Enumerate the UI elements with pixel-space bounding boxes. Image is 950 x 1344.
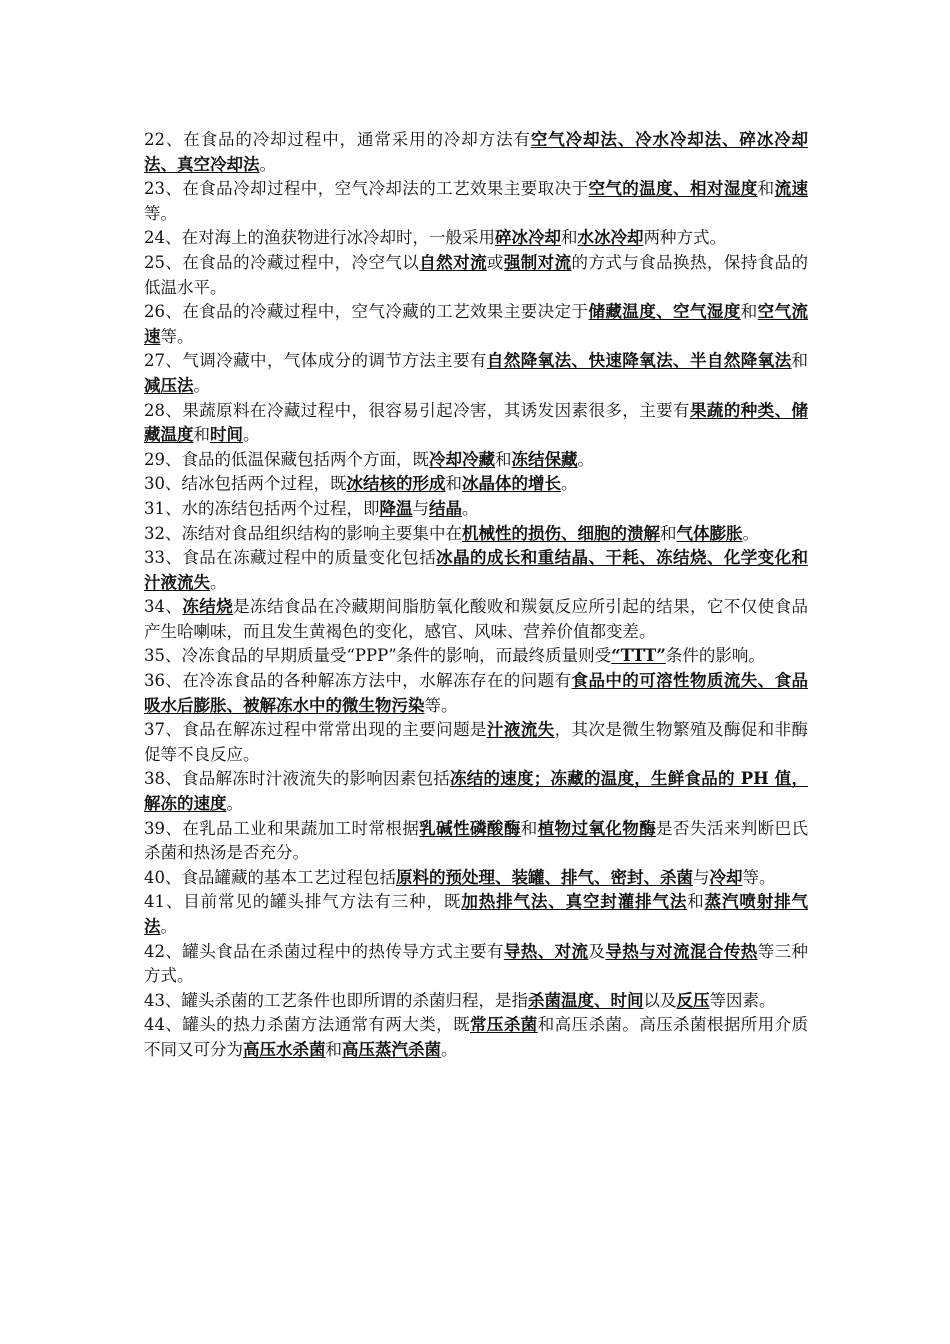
answer-text: 水冰冷却: [577, 228, 644, 248]
question-item: [144, 226, 808, 251]
question-text: 。: [577, 449, 594, 469]
answer-text: 强制对流: [503, 252, 572, 272]
question-text: 29、食品的低温保藏包括两个方面，既: [144, 449, 429, 469]
answer-text: 气体膨胀: [676, 523, 743, 543]
question-text: 40、食品罐藏的基本工艺过程包括: [144, 867, 396, 887]
answer-text: 乳碱性磷酸酶: [419, 818, 521, 838]
question-text: 等。: [160, 326, 194, 346]
question-text: 和: [791, 351, 809, 371]
question-text: 43、罐头杀菌的工艺条件也即所谓的杀菌归程，是指: [144, 990, 528, 1010]
question-text: 等。: [144, 203, 177, 223]
answer-text: 加热排气法、真空封灌排气法: [461, 892, 688, 912]
question-text: 。: [259, 154, 276, 174]
answer-text: 结晶: [429, 498, 462, 518]
answer-text: 食品中的可溶性物质流失、食品吸水后膨胀、被解冻水中的微生物污染: [144, 671, 809, 715]
answer-text: 时间: [210, 425, 243, 445]
question-text: 等。: [424, 695, 458, 715]
question-text: 和: [325, 1039, 342, 1059]
answer-text: 冰晶体的增长: [462, 474, 561, 494]
question-item: [144, 595, 808, 644]
question-text: 25、在食品的冷藏过程中，冷空气以: [144, 252, 420, 272]
question-text: 。: [226, 794, 243, 814]
answer-text: 冰结核的形成: [346, 474, 446, 494]
question-text: 。: [441, 1039, 458, 1059]
answer-text: 高压水杀菌: [243, 1039, 326, 1059]
answer-text: 杀菌温度、时间: [528, 990, 644, 1010]
answer-text: “TTT”: [611, 646, 666, 666]
question-text: 以及: [643, 990, 677, 1010]
question-item: [144, 300, 808, 349]
question-text: 和: [193, 425, 210, 445]
document-page: [144, 128, 808, 1063]
question-item: [144, 399, 808, 448]
answer-text: 自然对流: [419, 252, 487, 272]
question-text: 37、食品在解冻过程中常常出现的主要问题是: [144, 720, 487, 740]
answer-text: 果蔬的种类、储藏温度: [144, 400, 809, 445]
answer-text: 高压蒸汽杀菌: [342, 1039, 441, 1059]
answer-text: 常压杀菌: [470, 1015, 538, 1035]
answer-text: 降温: [379, 498, 413, 518]
question-text: 和: [757, 179, 775, 199]
answer-text: 冻结保藏: [511, 449, 578, 469]
question-text: 和: [520, 818, 538, 838]
question-text: 两种方式。: [643, 228, 726, 248]
question-item: [144, 251, 808, 300]
question-item: [144, 940, 808, 989]
question-item: [144, 866, 808, 891]
answer-text: 冷却冷藏: [429, 449, 495, 469]
answer-text: 原料的预处理、装罐、排气、密封、杀菌: [396, 867, 693, 887]
question-item: [144, 718, 808, 767]
question-item: [144, 767, 808, 816]
answer-text: 冻结烧: [182, 597, 234, 617]
question-text: 。: [462, 498, 479, 518]
question-item: [144, 349, 808, 398]
question-item: [144, 546, 808, 595]
question-text: 23、在食品冷却过程中，空气冷却法的工艺效果主要取决于: [144, 179, 589, 199]
answer-text: 冷却: [709, 867, 743, 887]
question-text: 27、气调冷藏中，气体成分的调节方法主要有: [144, 351, 487, 371]
answer-text: 反压: [676, 990, 710, 1010]
question-text: 和: [445, 474, 462, 494]
answer-text: 空气冷却法、冷水冷却法、碎冰冷却法、真空冷却法: [144, 130, 809, 174]
question-text: 31、水的冻结包括两个过程，即: [144, 498, 380, 518]
answer-text: 流速: [774, 179, 809, 199]
question-text: 34、: [144, 597, 183, 617]
question-text: 等因素。: [709, 990, 776, 1010]
question-text: 32、冻结对食品组织结构的影响主要集中在: [144, 523, 462, 543]
question-item: [144, 989, 808, 1014]
answer-text: 蒸汽喷射排气法: [144, 892, 809, 936]
question-text: 30、结冰包括两个过程，既: [144, 474, 347, 494]
question-text: 。: [210, 572, 227, 592]
question-item: [144, 472, 808, 497]
answer-text: 冻结的速度；冻藏的温度，生鲜食品的 PH 值，解冻的速度: [144, 769, 808, 814]
question-text: 28、果蔬原料在冷藏过程中，很容易引起冷害，其诱发因素很多，主要有: [144, 400, 690, 420]
question-text: 和: [740, 302, 758, 322]
answer-text: 碎冰冷却: [495, 228, 561, 248]
question-text: 。: [742, 523, 759, 543]
answer-text: 空气流速: [144, 302, 809, 346]
question-text: 和高压杀菌。高压杀菌根据所用介质不同又可分为: [144, 1015, 809, 1059]
question-text: 35、冷冻食品的早期质量受“PPP”条件的影响，而最终质量则受: [144, 646, 612, 666]
question-text: 与: [693, 867, 710, 887]
question-text: 。: [193, 375, 210, 395]
question-text: 。: [160, 917, 177, 936]
question-text: 与: [412, 498, 429, 518]
question-text: 。: [561, 474, 578, 494]
question-item: [144, 644, 808, 669]
question-text: 及: [588, 941, 606, 961]
question-item: [144, 669, 808, 718]
question-text: 33、食品在冻藏过程中的质量变化包括: [144, 548, 437, 568]
question-text: 条件的影响。: [665, 646, 765, 666]
question-text: 和: [660, 523, 677, 543]
answer-text: 冰晶的成长和重结晶、干耗、冻结烧、化学变化和汁液流失: [144, 548, 808, 592]
question-text: 等。: [742, 867, 776, 887]
question-item: [144, 1013, 808, 1062]
question-text: 或: [486, 252, 504, 272]
answer-text: 植物过氧化物酶: [537, 818, 657, 838]
question-text: 36、在冷冻食品的各种解冻方法中，水解冻存在的问题有: [144, 671, 572, 691]
question-text: 22、在食品的冷却过程中，通常采用的冷却方法有: [144, 130, 531, 149]
question-text: 和: [561, 228, 578, 248]
question-text: 和: [687, 892, 705, 912]
question-item: [144, 128, 808, 177]
answer-text: 储藏温度、空气湿度: [588, 302, 741, 322]
question-text: 的方式与食品换热，保持食品的低温水平。: [144, 252, 809, 297]
question-item: [144, 497, 808, 522]
question-text: 等三种方式。: [144, 941, 809, 986]
question-text: 24、在对海上的渔获物进行冰冷却时，一般采用: [144, 228, 495, 248]
question-text: 39、在乳品工业和果蔬加工时常根据: [144, 818, 420, 838]
question-item: [144, 177, 808, 226]
answer-text: 汁液流失: [486, 720, 555, 740]
answer-text: 自然降氧法、快速降氧法、半自然降氧法: [486, 351, 792, 371]
question-item: [144, 448, 808, 473]
question-text: 42、罐头食品在杀菌过程中的热传导方式主要有: [144, 941, 504, 961]
answer-text: 减压法: [144, 375, 194, 395]
answer-text: 空气的温度、相对湿度: [588, 179, 758, 199]
question-text: 44、罐头的热力杀菌方法通常有两大类，既: [144, 1015, 470, 1035]
answer-text: 导热、对流: [503, 941, 589, 961]
question-text: 26、在食品的冷藏过程中，空气冷藏的工艺效果主要决定于: [144, 302, 589, 322]
question-text: 是冻结食品在冷藏期间脂肪氧化酸败和羰氨反应所引起的结果，它不仅使食品产生哈喇味，而且发生黄褐色的变化，感官、风味、营养价值都变差。: [144, 597, 809, 641]
question-text: 和: [495, 449, 512, 469]
question-text: 38、食品解冻时汁液流失的影响因素包括: [144, 769, 450, 789]
question-text: 。: [243, 425, 260, 445]
question-text: ，其次是微生物繁殖及酶促和非酶促等不良反应。: [144, 720, 809, 764]
question-item: [144, 890, 808, 939]
answer-text: 机械性的损伤、细胞的溃解: [462, 523, 660, 543]
question-text: 是否失活来判断巴氏杀菌和热汤是否充分。: [144, 818, 809, 863]
answer-text: 导热与对流混合传热: [605, 941, 758, 961]
question-item: [144, 522, 808, 547]
question-item: [144, 817, 808, 866]
question-text: 41、目前常见的罐头排气方法有三种，既: [144, 892, 462, 912]
